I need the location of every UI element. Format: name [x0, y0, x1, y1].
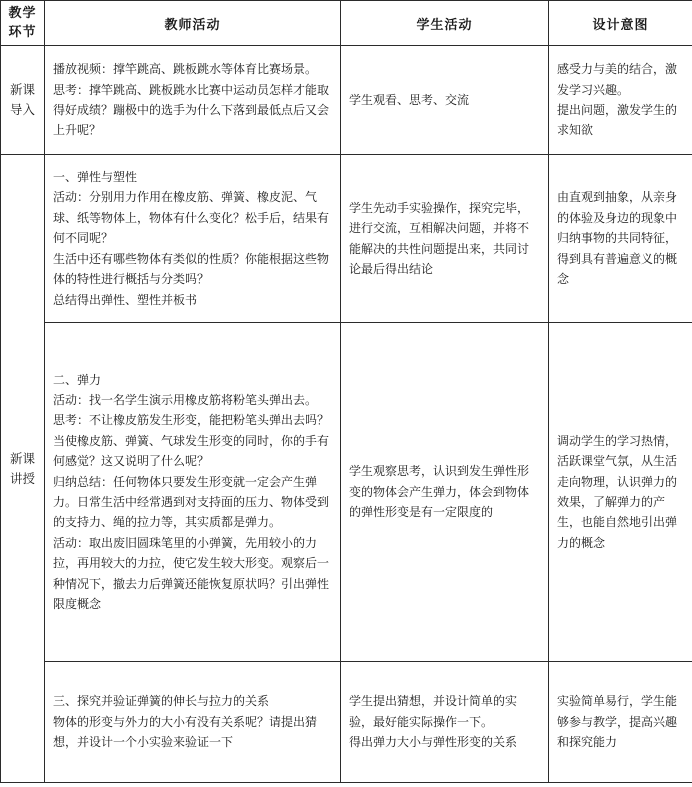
- table-row-intro: [1, 46, 692, 155]
- student-paragraph: 学生先动手实验操作，探究完毕，进行交流，互相解决问题，并将不能解决的共性问题提出来，共同讨论最后得出结论: [349, 200, 530, 276]
- design-intent-cell: [549, 155, 692, 323]
- stage-cell-intro: [1, 46, 45, 155]
- teacher-paragraph: 思考：撑竿跳高、跳板跳水比赛中运动员怎样才能取得好成绩？蹦极中的选手为什么下落到最低点后又会上升呢？: [53, 82, 330, 138]
- intent-paragraph: 实验简单易行，学生能够参与教学，提高兴趣和探究能力: [557, 694, 678, 750]
- intent-paragraph: 提出问题，激发学生的求知欲: [557, 103, 678, 138]
- header-intent: 设计意图: [549, 1, 692, 46]
- design-intent-cell: [549, 46, 692, 155]
- student-paragraph: 学生提出猜想，并设计简单的实验，最好能实际操作一下。: [349, 694, 518, 729]
- section-heading: 二、弹力: [53, 372, 102, 387]
- stage-cell-lesson: [1, 155, 45, 783]
- teacher-paragraph: 归纳总结：任何物体只要发生形变就一定会产生弹力。日常生活中经常遇到对支持面的压力、物体受到的支持力、绳的拉力等，其实质都是弹力。: [53, 474, 330, 530]
- teacher-activity-cell: [45, 323, 341, 662]
- section-heading: 一、弹性与塑性: [53, 170, 138, 185]
- intent-paragraph: 由直观到抽象，从亲身的体验及身边的现象中归纳事物的共同特征，得到具有普遍意义的概念: [557, 190, 678, 287]
- header-row: [1, 1, 692, 46]
- table-row-elastic-force: [1, 323, 692, 662]
- stage-label: 新课导入: [9, 82, 35, 117]
- header-stage: [1, 1, 45, 46]
- stage-label: 新课讲授: [9, 450, 35, 486]
- student-activity-cell: [341, 155, 549, 323]
- teacher-activity-cell: [45, 662, 341, 783]
- teacher-paragraph: 活动：取出废旧圆珠笔里的小弹簧，先用较小的力拉，再用较大的力拉，使它发生较大形变。观察后一种情况下，撤去力后弹簧还能恢复原状吗？引出弹性限度概念: [53, 535, 330, 612]
- teacher-paragraph: 总结得出弹性、塑性并板书: [53, 292, 198, 307]
- header-teacher: 教师活动: [45, 1, 341, 46]
- teacher-paragraph: 生活中还有哪些物体有类似的性质？你能根据这些物体的特性进行概括与分类吗？: [53, 251, 330, 287]
- table-row-elasticity: [1, 155, 692, 323]
- table-row-spring-experiment: [1, 662, 692, 783]
- intent-paragraph: 调动学生的学习热情，活跃课堂气氛，从生活走向物理，认识弹力的效果，了解弹力的产生，也能自然地引出弹力的概念: [557, 433, 678, 550]
- student-activity-cell: [341, 46, 549, 155]
- teacher-activity-cell: [45, 155, 341, 323]
- student-paragraph: 学生观察思考，认识到发生弹性形变的物体会产生弹力，体会到物体的弹性形变是有一定限度的: [349, 464, 530, 520]
- student-paragraph: 得出弹力大小与弹性形变的关系: [349, 735, 518, 750]
- section-heading: 三、探究并验证弹簧的伸长与拉力的关系: [53, 694, 270, 709]
- teacher-activity-cell: [45, 46, 341, 155]
- teacher-paragraph: 活动：分别用力作用在橡皮筋、弹簧、橡皮泥、气球、纸等物体上，物体有什么变化？松手后，结果有何不同呢？: [53, 190, 330, 246]
- header-student: 学生活动: [341, 1, 549, 46]
- intent-paragraph: 感受力与美的结合，激发学习兴趣。: [557, 62, 678, 97]
- student-paragraph: 学生观看、思考、交流: [349, 92, 470, 107]
- teacher-paragraph: 物体的形变与外力的大小有没有关系呢？请提出猜想，并设计一个小实验来验证一下: [53, 714, 318, 750]
- student-activity-cell: [341, 323, 549, 662]
- design-intent-cell: [549, 323, 692, 662]
- header-stage-label: 教学环节: [8, 6, 37, 40]
- student-activity-cell: [341, 662, 549, 783]
- teacher-paragraph: 播放视频：撑竿跳高、跳板跳水等体育比赛场景。: [53, 62, 318, 77]
- teacher-paragraph: 活动：找一名学生演示用橡皮筋将粉笔头弹出去。: [53, 392, 318, 407]
- design-intent-cell: [549, 662, 692, 783]
- teacher-paragraph: 思考：不让橡皮筋发生形变，能把粉笔头弹出去吗？当使橡皮筋、弹簧、气球发生形变的同时，你的手有何感觉？这又说明了什么呢？: [53, 413, 330, 469]
